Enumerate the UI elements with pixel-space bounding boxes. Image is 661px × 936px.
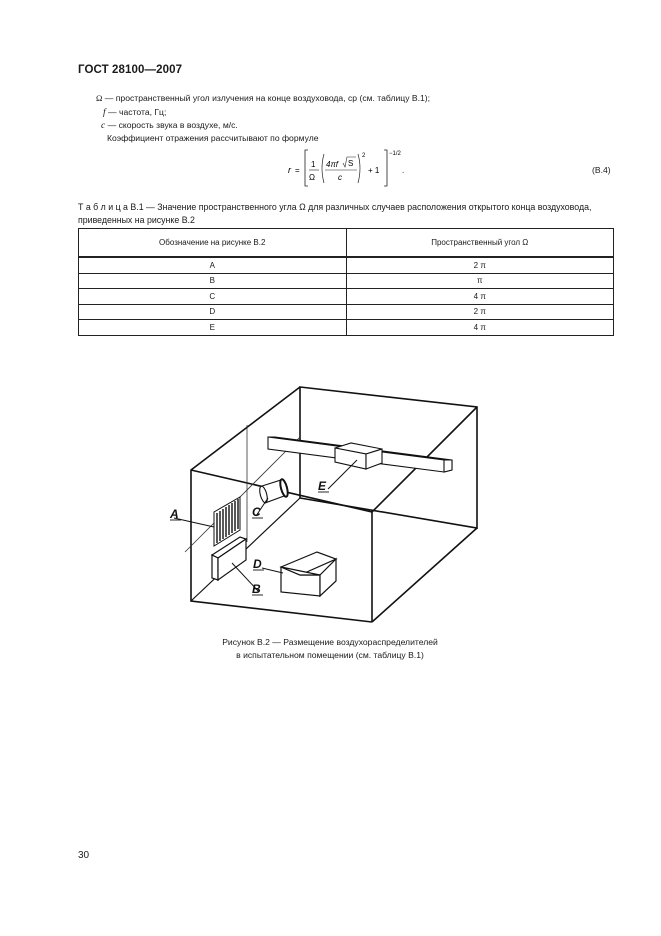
formula-denominator: c bbox=[338, 173, 342, 182]
page-number: 30 bbox=[78, 850, 90, 861]
formula-eq: = bbox=[295, 166, 300, 175]
table-row bbox=[79, 289, 614, 305]
formula-square: 2 bbox=[362, 153, 366, 159]
leader-a bbox=[174, 518, 214, 527]
definition-text: — скорость звука в воздухе, м/с. bbox=[105, 120, 238, 130]
table-header-row bbox=[79, 229, 614, 258]
definition-omega bbox=[96, 92, 430, 105]
figure-label-d: D bbox=[253, 557, 262, 571]
equation-number: (В.4) bbox=[592, 165, 611, 175]
leader-d bbox=[262, 568, 283, 573]
left-bracket bbox=[305, 150, 308, 186]
definition-symbol: Ω bbox=[96, 93, 103, 103]
table-cell-angle: 2 π bbox=[346, 257, 614, 273]
table-cell-angle: 4 π bbox=[346, 320, 614, 336]
figure-label-e: E bbox=[318, 479, 327, 493]
right-bracket bbox=[384, 150, 387, 186]
leader-e bbox=[328, 460, 357, 489]
figure-b2-room-diagram bbox=[160, 378, 500, 628]
table-cell-designation: C bbox=[79, 289, 347, 305]
figure-label-c: C bbox=[252, 505, 261, 519]
figure-caption-line1: Рисунок В.2 — Размещение воздухораспределителей bbox=[222, 637, 438, 647]
formula-one: 1 bbox=[311, 160, 316, 169]
right-paren bbox=[358, 154, 360, 183]
table-header-solid-angle: Пространственный угол Ω bbox=[346, 229, 614, 258]
definition-text: — пространственный угол излучения на конце воздуховода, ср (см. таблицу В.1); bbox=[102, 93, 431, 103]
definition-f bbox=[103, 106, 166, 120]
formula-exponent: −1/2 bbox=[389, 151, 401, 157]
formula-b4 bbox=[286, 146, 416, 188]
table-b1 bbox=[78, 228, 614, 336]
formula-sqrt-arg: S bbox=[348, 159, 354, 168]
diffuser-a-grille bbox=[214, 497, 240, 546]
formula-plus-one: + 1 bbox=[368, 166, 380, 175]
diffuser-d-box bbox=[281, 552, 336, 596]
definition-symbol: c bbox=[101, 121, 106, 131]
figure-label-b: B bbox=[252, 582, 261, 596]
table-cell-designation: E bbox=[79, 320, 347, 336]
table-row bbox=[79, 273, 614, 289]
figure-caption bbox=[150, 636, 510, 661]
front-bottom-edge bbox=[372, 528, 477, 622]
definition-c bbox=[101, 119, 238, 133]
table-header-designation: Обозначение на рисунке В.2 bbox=[79, 229, 347, 258]
definition-symbol: f bbox=[103, 108, 106, 118]
table-row bbox=[79, 304, 614, 320]
table-row bbox=[79, 257, 614, 273]
figure-caption-line2: в испытательном помещении (см. таблицу В.1) bbox=[236, 649, 424, 660]
formula-intro: Коэффициент отражения рассчитывают по формуле bbox=[107, 133, 319, 143]
definition-text: — частота, Гц; bbox=[105, 107, 167, 117]
formula-period: . bbox=[402, 166, 405, 175]
table-cell-designation: D bbox=[79, 304, 347, 320]
formula-lhs: r bbox=[288, 165, 291, 175]
left-paren bbox=[322, 154, 324, 183]
table-cell-angle: 4 π bbox=[346, 289, 614, 305]
page-header-title: ГОСТ 28100—2007 bbox=[78, 64, 183, 76]
formula-omega: Ω bbox=[309, 173, 315, 182]
diffuser-c-tube bbox=[258, 479, 289, 504]
table-cell-angle: π bbox=[346, 273, 614, 289]
diffuser-e-duct bbox=[268, 437, 452, 472]
figure-label-a: A bbox=[170, 507, 179, 521]
table-cell-angle: 2 π bbox=[346, 304, 614, 320]
table-caption: Т а б л и ц а В.1 — Значение пространственного угла Ω для различных случаев расположения открытого конца воздуховода, приведенных на рисунке В.2 bbox=[78, 202, 592, 225]
table-cell-designation: B bbox=[79, 273, 347, 289]
table-cell-designation: A bbox=[79, 257, 347, 273]
table-row bbox=[79, 320, 614, 336]
formula-numerator: 4πf bbox=[326, 160, 339, 169]
